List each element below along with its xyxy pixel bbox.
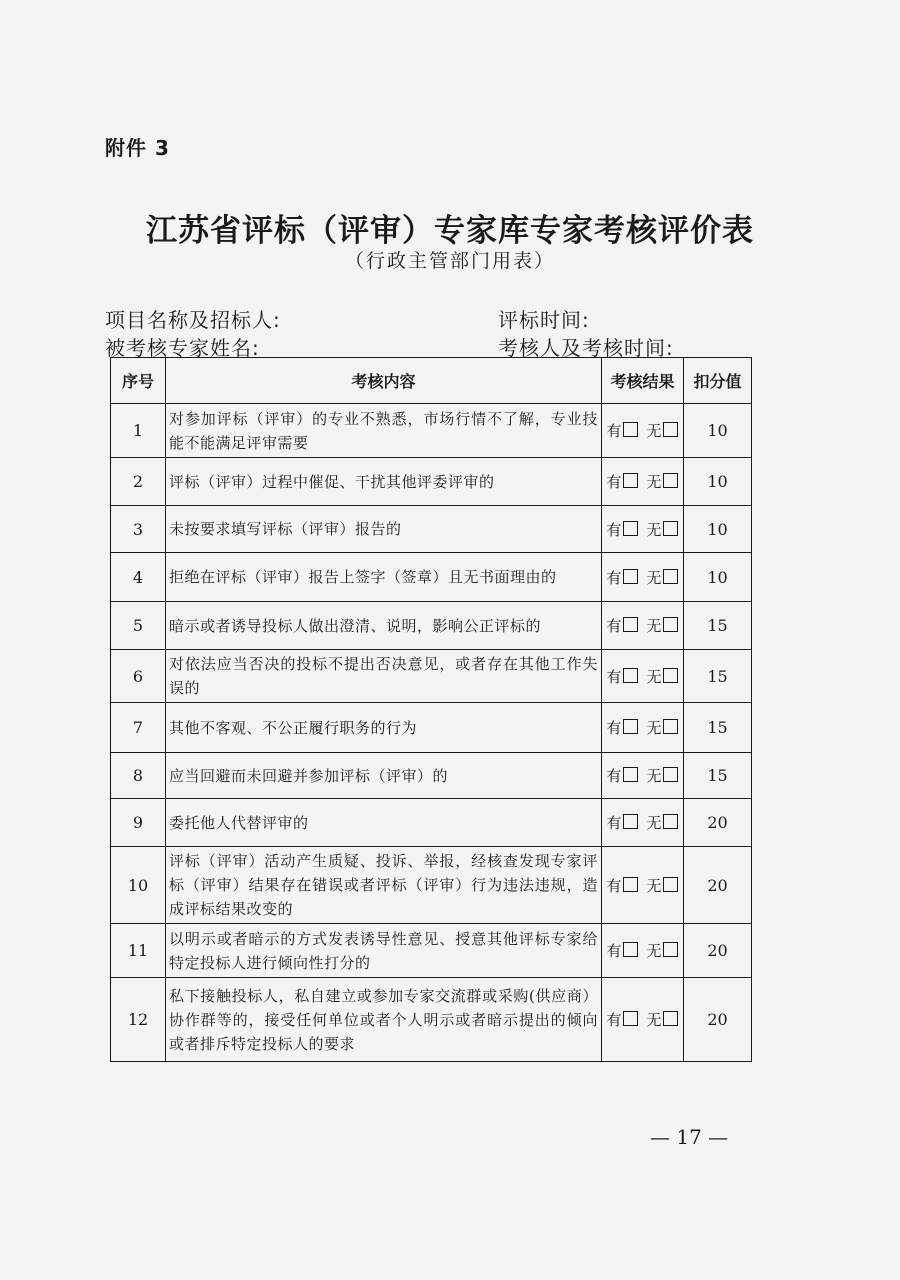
header-result: 考核结果 — [602, 358, 684, 404]
no-checkbox[interactable] — [663, 1011, 678, 1026]
row-score: 20 — [684, 847, 752, 924]
row-result — [602, 978, 684, 1062]
no-checkbox[interactable] — [663, 767, 678, 782]
yes-checkbox[interactable] — [623, 617, 638, 632]
no-label: 无 — [646, 473, 662, 491]
row-score: 10 — [684, 458, 752, 506]
yes-label: 有 — [606, 814, 622, 832]
expert-name-field-label: 被考核专家姓名: — [105, 336, 260, 360]
yes-checkbox[interactable] — [623, 877, 638, 892]
yes-label: 有 — [606, 568, 622, 587]
row-result — [602, 506, 684, 553]
no-label: 无 — [646, 617, 662, 635]
row-score: 15 — [684, 753, 752, 799]
table-body — [111, 404, 752, 1062]
table-row — [111, 847, 752, 924]
row-score: 15 — [684, 703, 752, 753]
row-score: 20 — [684, 978, 752, 1062]
table-row — [111, 458, 752, 506]
row-result — [602, 703, 684, 753]
attachment-label: 附件 3 — [105, 136, 170, 160]
row-score: 10 — [684, 506, 752, 553]
header-no: 序号 — [111, 358, 166, 404]
no-label: 无 — [646, 520, 662, 539]
yes-checkbox[interactable] — [623, 668, 638, 683]
yes-checkbox[interactable] — [623, 814, 638, 829]
table-row — [111, 978, 752, 1062]
table-row — [111, 602, 752, 650]
row-score: 10 — [684, 404, 752, 458]
row-score: 15 — [684, 650, 752, 703]
yes-checkbox[interactable] — [623, 1011, 638, 1026]
row-result — [602, 404, 684, 458]
no-label: 无 — [646, 767, 662, 785]
assessor-field-label: 考核人及考核时间: — [498, 336, 674, 360]
no-checkbox[interactable] — [663, 942, 678, 957]
row-number: 7 — [111, 703, 166, 753]
no-label: 无 — [646, 876, 662, 895]
row-result — [602, 924, 684, 978]
row-content: 私下接触投标人，私自建立或参加专家交流群或采购(供应商）协作群等的，接受任何单位或者个人明示或者暗示提出的倾向或者排斥特定投标人的要求 — [166, 978, 602, 1062]
table-row — [111, 506, 752, 553]
table-row — [111, 924, 752, 978]
row-number: 2 — [111, 458, 166, 506]
no-label: 无 — [646, 422, 662, 440]
yes-label: 有 — [606, 617, 622, 635]
table-row — [111, 650, 752, 703]
row-number: 6 — [111, 650, 166, 703]
yes-label: 有 — [606, 719, 622, 737]
row-content: 暗示或者诱导投标人做出澄清、说明，影响公正评标的 — [166, 602, 602, 650]
table-row — [111, 799, 752, 847]
row-result — [602, 650, 684, 703]
no-label: 无 — [646, 942, 662, 960]
row-content: 其他不客观、不公正履行职务的行为 — [166, 703, 602, 753]
row-content: 应当回避而未回避并参加评标（评审）的 — [166, 753, 602, 799]
page-number: — 17 — — [650, 1125, 729, 1149]
no-checkbox[interactable] — [663, 569, 678, 584]
yes-checkbox[interactable] — [623, 942, 638, 957]
row-number: 12 — [111, 978, 166, 1062]
yes-label: 有 — [606, 1011, 622, 1029]
row-content: 拒绝在评标（评审）报告上签字（签章）且无书面理由的 — [166, 553, 602, 602]
no-checkbox[interactable] — [663, 719, 678, 734]
project-field-label: 项目名称及招标人: — [105, 308, 281, 332]
no-checkbox[interactable] — [663, 668, 678, 683]
no-checkbox[interactable] — [663, 422, 678, 437]
no-label: 无 — [646, 568, 662, 587]
row-number: 5 — [111, 602, 166, 650]
yes-label: 有 — [606, 520, 622, 539]
row-number: 9 — [111, 799, 166, 847]
row-result — [602, 753, 684, 799]
header-content: 考核内容 — [166, 358, 602, 404]
row-number: 1 — [111, 404, 166, 458]
row-number: 11 — [111, 924, 166, 978]
row-content: 未按要求填写评标（评审）报告的 — [166, 506, 602, 553]
no-label: 无 — [646, 1011, 662, 1029]
row-content: 对参加评标（评审）的专业不熟悉，市场行情不了解，专业技能不能满足评审需要 — [166, 404, 602, 458]
row-score: 20 — [684, 924, 752, 978]
row-content: 委托他人代替评审的 — [166, 799, 602, 847]
row-score: 15 — [684, 602, 752, 650]
table-row — [111, 404, 752, 458]
form-title: 江苏省评标（评审）专家库专家考核评价表 — [146, 213, 754, 249]
yes-label: 有 — [606, 473, 622, 491]
no-label: 无 — [646, 719, 662, 737]
no-checkbox[interactable] — [663, 521, 678, 536]
row-score: 10 — [684, 553, 752, 602]
yes-label: 有 — [606, 942, 622, 960]
no-label: 无 — [646, 814, 662, 832]
no-checkbox[interactable] — [663, 617, 678, 632]
no-checkbox[interactable] — [663, 877, 678, 892]
no-checkbox[interactable] — [663, 814, 678, 829]
row-content: 以明示或者暗示的方式发表诱导性意见、授意其他评标专家给特定投标人进行倾向性打分的 — [166, 924, 602, 978]
yes-checkbox[interactable] — [623, 719, 638, 734]
row-score: 20 — [684, 799, 752, 847]
row-number: 4 — [111, 553, 166, 602]
yes-label: 有 — [606, 667, 622, 686]
row-number: 3 — [111, 506, 166, 553]
yes-checkbox[interactable] — [623, 767, 638, 782]
bid-time-field-label: 评标时间: — [498, 308, 590, 332]
table-header-row — [111, 358, 752, 404]
yes-checkbox[interactable] — [623, 521, 638, 536]
row-result — [602, 847, 684, 924]
yes-label: 有 — [606, 876, 622, 895]
table-row — [111, 703, 752, 753]
header-score: 扣分值 — [684, 358, 752, 404]
yes-checkbox[interactable] — [623, 569, 638, 584]
yes-label: 有 — [606, 767, 622, 785]
row-result — [602, 602, 684, 650]
assessment-table — [110, 357, 752, 1062]
row-number: 8 — [111, 753, 166, 799]
yes-label: 有 — [606, 422, 622, 440]
no-checkbox[interactable] — [663, 473, 678, 488]
table-row — [111, 553, 752, 602]
row-result — [602, 458, 684, 506]
row-result — [602, 553, 684, 602]
row-content: 评标（评审）活动产生质疑、投诉、举报，经核查发现专家评标（评审）结果存在错误或者评标（评审）行为违法违规，造成评标结果改变的 — [166, 847, 602, 924]
yes-checkbox[interactable] — [623, 473, 638, 488]
row-content: 对依法应当否决的投标不提出否决意见，或者存在其他工作失误的 — [166, 650, 602, 703]
yes-checkbox[interactable] — [623, 422, 638, 437]
no-label: 无 — [646, 667, 662, 686]
form-subtitle: （行政主管部门用表） — [344, 250, 555, 272]
row-number: 10 — [111, 847, 166, 924]
row-result — [602, 799, 684, 847]
table-row — [111, 753, 752, 799]
row-content: 评标（评审）过程中催促、干扰其他评委评审的 — [166, 458, 602, 506]
